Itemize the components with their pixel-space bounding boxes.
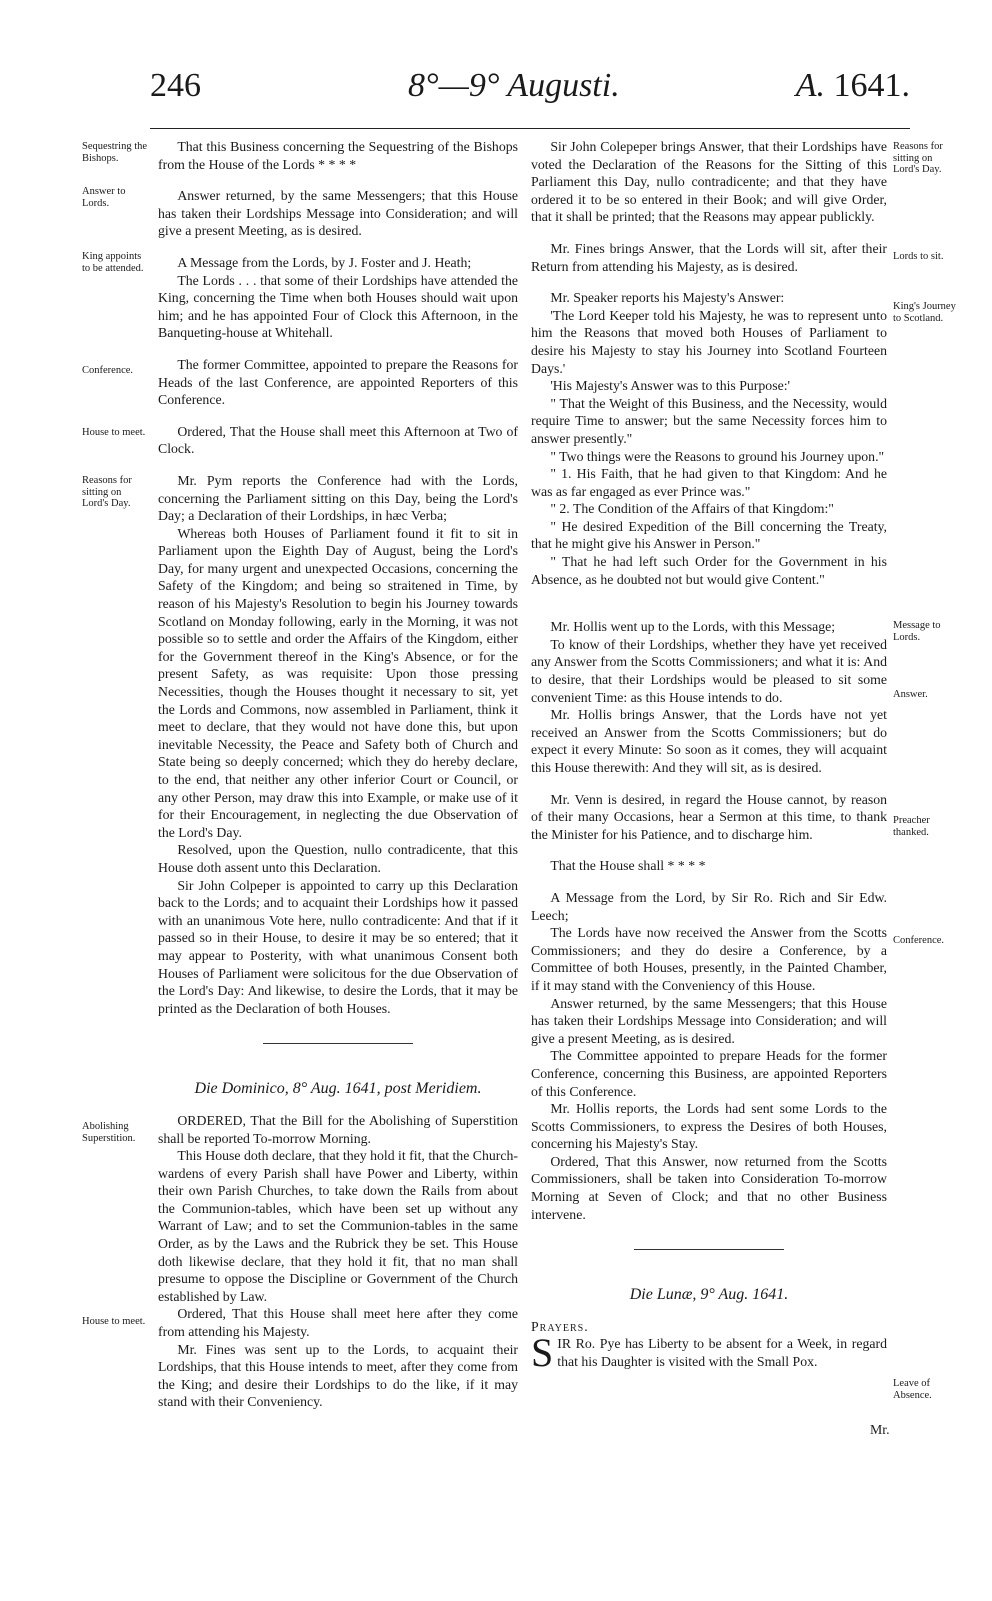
paragraph: That this Business concerning the Sequestring of the Bishops from the House of the Lords * * * *	[158, 139, 518, 172]
margin-note: Sequestring the Bishops.	[82, 141, 148, 164]
paragraph: The Lords . . . that some of their Lordships have attended the King, concerning the Time when both Houses should wait upon him; and he has appointed Four of Clock this Afternoon, in the Banqueting-house at Whitehall.	[158, 272, 518, 341]
paragraph: Sir John Colepeper brings Answer, that their Lordships have voted the Declaration of the Reasons for the Sitting of this Parliament this Day, nullo contradicente; and that they have ordered it to be so entered in their Book; and will give Order, that it shall be printed; that the Reasons may appear publickly.	[531, 139, 887, 225]
margin-note: Answer.	[893, 689, 928, 700]
year-heading	[796, 66, 910, 106]
date-range-heading: 8°—9° Augusti.	[408, 67, 620, 104]
paragraph: Mr. Hollis brings Answer, that the Lords have not yet received an Answer from the Scotts Commissioners; but do expect it every Minute: So soon as it comes, they will acquaint this House therewith: And they will sit, as is desired.	[531, 707, 887, 775]
page-number: 246	[150, 67, 201, 104]
right-column	[531, 138, 887, 1376]
paragraph: " That the Weight of this Business, and the Necessity, would require Time to answer; but the same Necessity forces him to answer presently."	[531, 395, 887, 446]
margin-note: Reasons for sitting on Lord's Day.	[893, 141, 943, 175]
paragraph: Ordered, That the House shall meet this Afternoon at Two of Clock.	[158, 423, 518, 457]
paragraph: Mr. Venn is desired, in regard the House cannot, by reason of their many Occasions, hear a Sermon at this time, to thank the Minister for his Patience, and to discharge him.	[531, 791, 887, 842]
paragraph: 'The Lord Keeper told his Majesty, he was to represent unto him the Reasons that moved both Houses of Parliament to desire his Majesty to stay his Journey into Scotland Fourteen Days.'	[531, 307, 887, 376]
margin-note: King appoints to be attended.	[82, 251, 144, 274]
section-rule	[634, 1249, 784, 1250]
catchword: Mr.	[870, 1422, 890, 1437]
left-column	[158, 138, 518, 1411]
margin-note: House to meet.	[82, 1316, 146, 1327]
prayers-label: Prayers.	[531, 1318, 589, 1334]
paragraph	[531, 1330, 887, 1376]
paragraph: Mr. Hollis went up to the Lords, with this Message;	[550, 619, 836, 635]
paragraph: A Message from the Lord, by Sir Ro. Rich and Sir Edw. Leech;	[531, 889, 887, 923]
paragraph: " 1. His Faith, that he had given to that Kingdom: And he was as far engaged as ever Prince was."	[531, 466, 887, 499]
paragraph: " 2. The Condition of the Affairs of that Kingdom:"	[550, 501, 834, 517]
margin-note: Preacher thanked.	[893, 815, 930, 838]
paragraph: The former Committee, appointed to prepare the Reasons for Heads of the last Conference, are appointed Reporters of this Conference.	[158, 356, 518, 408]
paragraph: Answer returned, by the same Messengers; that this House has taken their Lordships Message into Consideration; and will give a present Meeting, as is desired.	[158, 188, 518, 239]
paragraph: Mr. Hollis reports, the Lords had sent some Lords to the Scotts Commissioners, to express the Desires of both Houses, concerning his Majesty's Stay.	[531, 1101, 887, 1152]
paragraph: Answer returned, by the same Messengers; that this House has taken their Lordships Message into Consideration; and will give a present Meeting, as is desired.	[531, 995, 887, 1046]
paragraph: 'His Majesty's Answer was to this Purpose:'	[550, 378, 791, 394]
paragraph: Ordered, That this House shall meet here after they come from attending his Majesty.	[158, 1306, 518, 1340]
paragraph: To know of their Lordships, whether they have yet received any Answer from the Scotts Commissioners; and what it is: And to desire, that their Lordships would be pleased to sit some convenient Time: as this House intends to do.	[531, 636, 887, 705]
margin-note: Conference.	[893, 935, 945, 946]
paragraph: Whereas both Houses of Parliament found it fit to sit in Parliament upon the Eighth Day of August, being the Lord's Day, for many urgent and unexpected Occasions, concerning the Safety of the Kingdom; and being so straitened in Time, by reason of his Majesty's Resolution to begin his Journey towards Scotland on Monday following, early in the Morning, it was not possible so to settle and order the Affairs of the Kingdom, either for the Government thereof in the King's Absence, or for the present Safety, as was requisite: Upon those pressing Necessities, though the Houses thought it necessary to sit, yet the Lords and Commons, now assembled in Parliament, think it meet to declare, that they would not have done this, but upon inevitable Necessity, the Peace and Safety both of Church and State being so deeply concerned; which they do hereby declare, to the end, that neither any other inferior Court or Council, or any other Person, may draw this into Example, or make use of it for their Encouragement, in neglecting the due Observation of the Lord's Day.	[158, 525, 518, 840]
margin-note: Conference.	[82, 365, 134, 376]
section-rule	[263, 1043, 413, 1044]
year-prefix: A.	[795, 67, 825, 104]
paragraph: Mr. Fines brings Answer, that the Lords will sit, after their Return from attending his Majesty, as is desired.	[531, 240, 887, 274]
section-heading: Die Lunæ, 9° Aug. 1641.	[629, 1286, 789, 1304]
margin-note: Leave of Absence.	[893, 1378, 932, 1401]
paragraph: ORDERED, That the Bill for the Abolishing of Superstition shall be reported To-morrow Morning.	[158, 1112, 518, 1146]
paragraph: The Lords have now received the Answer from the Scotts Commissioners; and they do desire a Conference, by a Committee of both Houses, presently, in the Painted Chamber, if it may stand with the Conveniency of this House.	[531, 925, 887, 993]
drop-cap: S	[531, 1330, 554, 1376]
margin-note: Message to Lords.	[893, 620, 941, 643]
page-header	[150, 66, 910, 126]
paragraph: Ordered, That this Answer, now returned from the Scotts Commissioners, shall be taken into Consideration To-morrow Morning at Seven of Clock; and that no other Business intervene.	[531, 1153, 887, 1222]
paragraph: That the House shall * * * *	[550, 858, 706, 874]
margin-note: Reasons for sitting on Lord's Day.	[82, 475, 132, 509]
year-number: 1641.	[833, 67, 910, 104]
margin-note: House to meet.	[82, 427, 146, 438]
paragraph-text: IR Ro. Pye has Liberty to be absent for a Week, in regard that his Daughter is visited with the Small Pox.	[557, 1336, 887, 1370]
margin-note: Lords to sit.	[893, 251, 944, 262]
paragraph: Mr. Fines was sent up to the Lords, to acquaint their Lordships, that this House intends to meet, after they come from the King; and desire their Lordships to do the like, if it may stand with their Conveniency.	[158, 1341, 518, 1410]
paragraph: This House doth declare, that they hold it fit, that the Church-wardens of every Parish shall have Power and Liberty, within their own Parish Churches, to take down the Rails from about the Communion-tables, which have been set up without any Warrant of Law; and to set the Communion-tables in the same Order, as by the Laws and the Rubrick they be set. This House doth likewise declare, that they hold it fit, that no man shall presume to oppose the Discipline or Government of the Church established by Law.	[158, 1148, 518, 1304]
header-rule	[150, 128, 910, 129]
margin-note: Abolishing Superstition.	[82, 1121, 136, 1144]
paragraph: The Committee appointed to prepare Heads for the former Conference, concerning this Business, are appointed Reporters of this Conference.	[531, 1048, 887, 1099]
paragraph: Resolved, upon the Question, nullo contradicente, that this House doth assent unto this Declaration.	[158, 842, 518, 875]
paragraph: " He desired Expedition of the Bill concerning the Treaty, that he might give his Answer in Person."	[531, 518, 887, 552]
section-heading: Die Dominico, 8° Aug. 1641, post Meridiem.	[194, 1080, 482, 1098]
paragraph: " That he had left such Order for the Government in his Absence, as he doubted not but would give Content."	[531, 554, 887, 587]
paragraph: Sir John Colpeper is appointed to carry up this Declaration back to the Lords; and to acquaint their Lordships how it passed with an unanimous Vote here, nullo contradicente: And that if it passed so in their House, to desire it may be so entered; that it may appear to Posterity, with what unanimous Consent both Houses of Parliament were solicitous for the due Observation of the Lord's Day: And likewise, to desire the Lords, that it may be printed as the Declaration of both Houses.	[158, 877, 518, 1016]
paragraph: A Message from the Lords, by J. Foster and J. Heath;	[177, 254, 472, 270]
margin-note: King's Journey to Scotland.	[893, 301, 956, 324]
paragraph: " Two things were the Reasons to ground his Journey upon."	[550, 448, 885, 464]
paragraph: Mr. Pym reports the Conference had with the Lords, concerning the Parliament sitting on this Day, being the Lord's Day; a Declaration of their Lordships, in hæc Verba;	[158, 472, 518, 524]
margin-note: Answer to Lords.	[82, 186, 126, 209]
paragraph: Mr. Speaker reports his Majesty's Answer:	[550, 290, 785, 306]
